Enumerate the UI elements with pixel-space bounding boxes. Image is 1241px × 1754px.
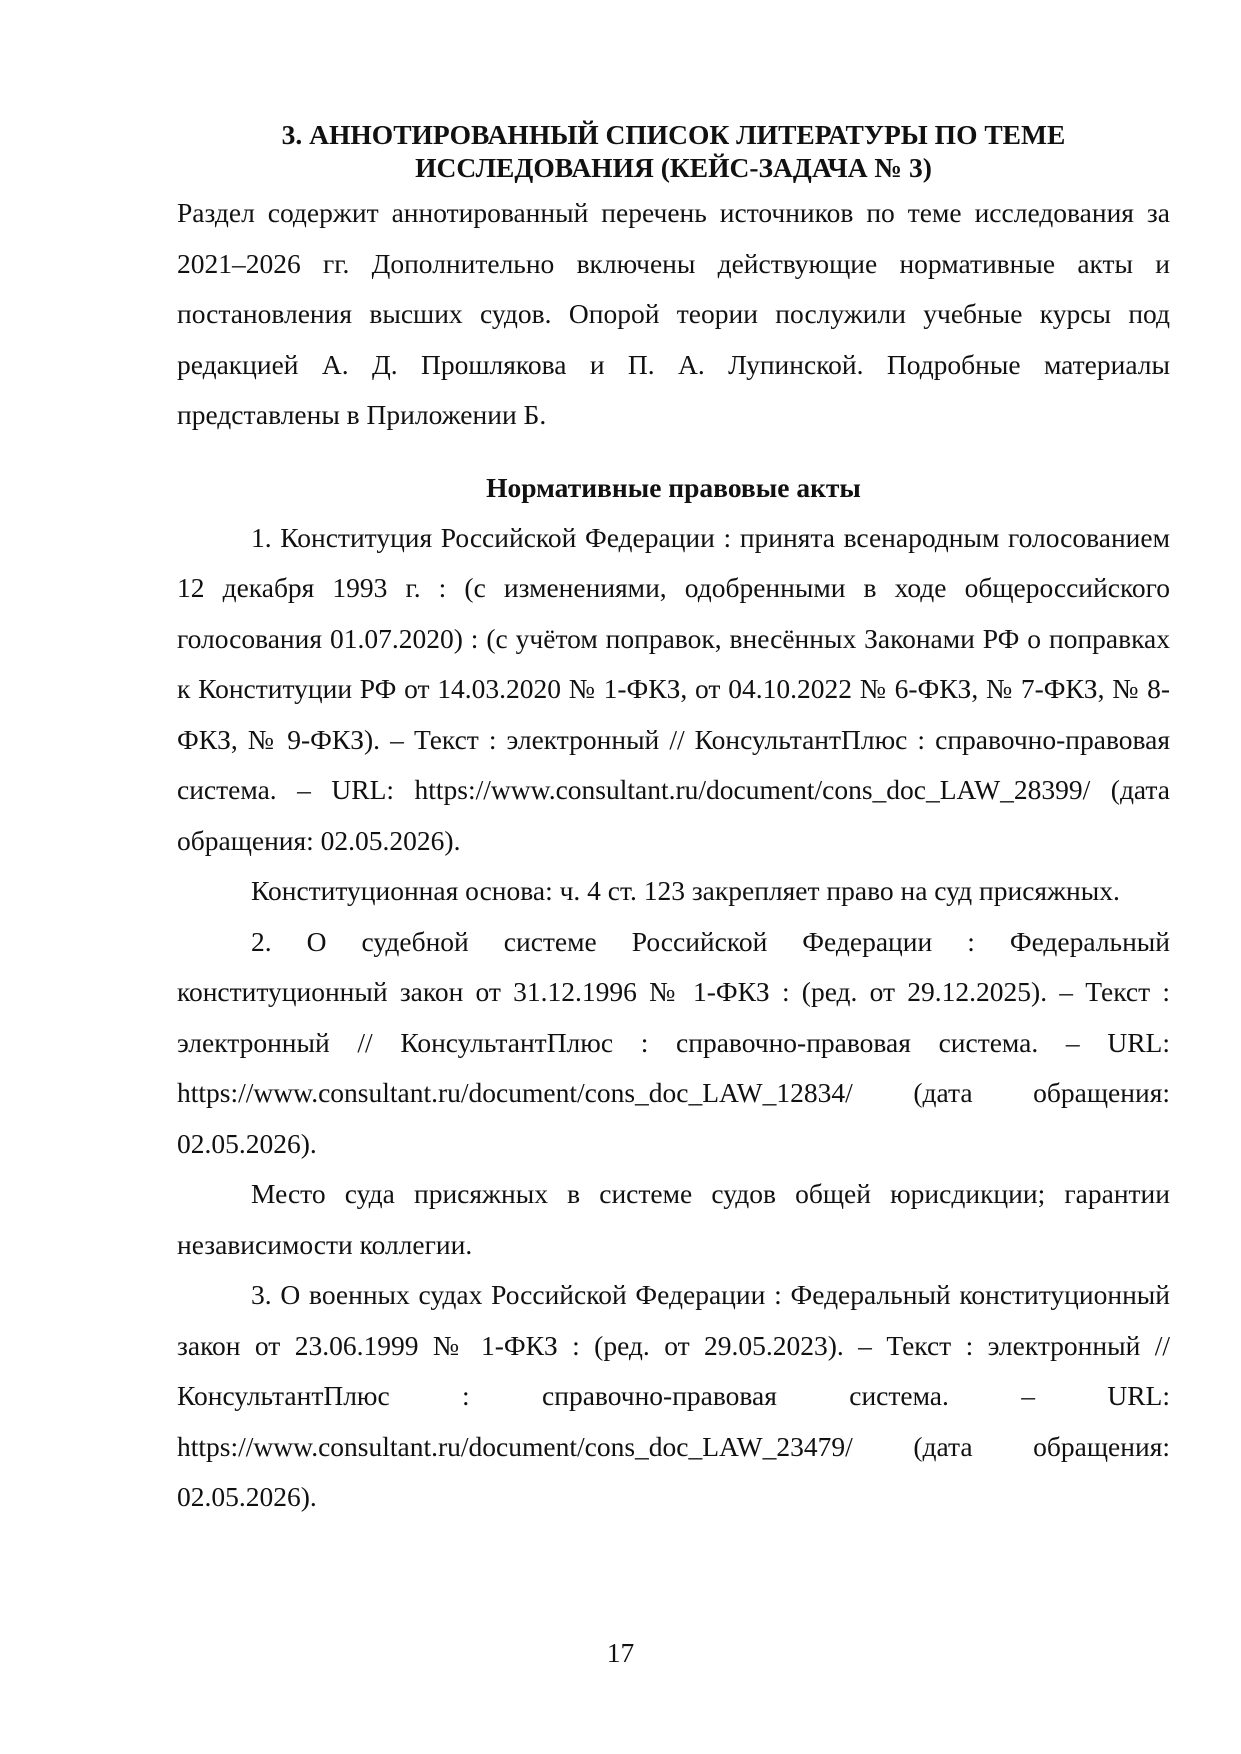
- intro-paragraph: Раздел содержит аннотированный перечень источников по теме исследования за 2021–2026 гг. Дополнительно включены действующие нормативные акты и постановления высших судов. Опорой теории послужили учебные курсы под редакцией А. Д. Прошлякова и П. А. Лупинской. Подробные материалы представлены в Приложении Б.: [177, 197, 1170, 430]
- entry-1-citation: 1. Конституция Российской Федерации : принята всенародным голосованием 12 декабря 1993 г. : (с изменениями, одобренными в ходе общероссийского голосования 01.07.2020) : (с учётом поправок, внесённых Законами РФ о поправках к Конституции РФ от 14.03.2020 № 1-ФКЗ, от 04.10.2022 № 6-ФКЗ, № 7-ФКЗ, № 8-ФКЗ, № 9-ФКЗ). – Текст : электронный // КонсультантПлюс : справочно-правовая система. – URL: https://www.consultant.ru/document/cons_doc_LAW_28399/ (дата обращения: 02.05.2026).: [177, 521, 1170, 856]
- document-page: [177, 118, 1170, 1523]
- entry-2-annotation: Место суда присяжных в системе судов общей юрисдикции; гарантии независимости коллегии.: [177, 1178, 1170, 1260]
- entry-2-citation: 2. О судебной системе Российской Федерации : Федеральный конституционный закон от 31.12.1996 № 1-ФКЗ : (ред. от 29.12.2025). – Текст : электронный // КонсультантПлюс : справочно-правовая система. – URL: https://www.consultant.ru/document/cons_doc_LAW_12834/ (дата обращения: 02.05.2026).: [177, 925, 1170, 1159]
- section-title: [177, 118, 1170, 184]
- section-title-line-1: 3. АННОТИРОВАННЫЙ СПИСОК ЛИТЕРАТУРЫ ПО ТЕМЕ: [281, 119, 1066, 150]
- entry-3-citation: 3. О военных судах Российской Федерации : Федеральный конституционный закон от 23.06.1999 № 1-ФКЗ : (ред. от 29.05.2023). – Текст : электронный // КонсультантПлюс : справочно-правовая система. – URL: https://www.consultant.ru/document/cons_doc_LAW_23479/ (дата обращения: 02.05.2026).: [177, 1279, 1170, 1512]
- page-number: 17: [606, 1637, 635, 1668]
- entry-1-annotation: Конституционная основа: ч. 4 ст. 123 закрепляет право на суд присяжных.: [251, 875, 1120, 906]
- subsection-title: Нормативные правовые акты: [486, 471, 861, 503]
- section-title-line-2: ИССЛЕДОВАНИЯ (КЕЙС-ЗАДАЧА № 3): [415, 152, 932, 183]
